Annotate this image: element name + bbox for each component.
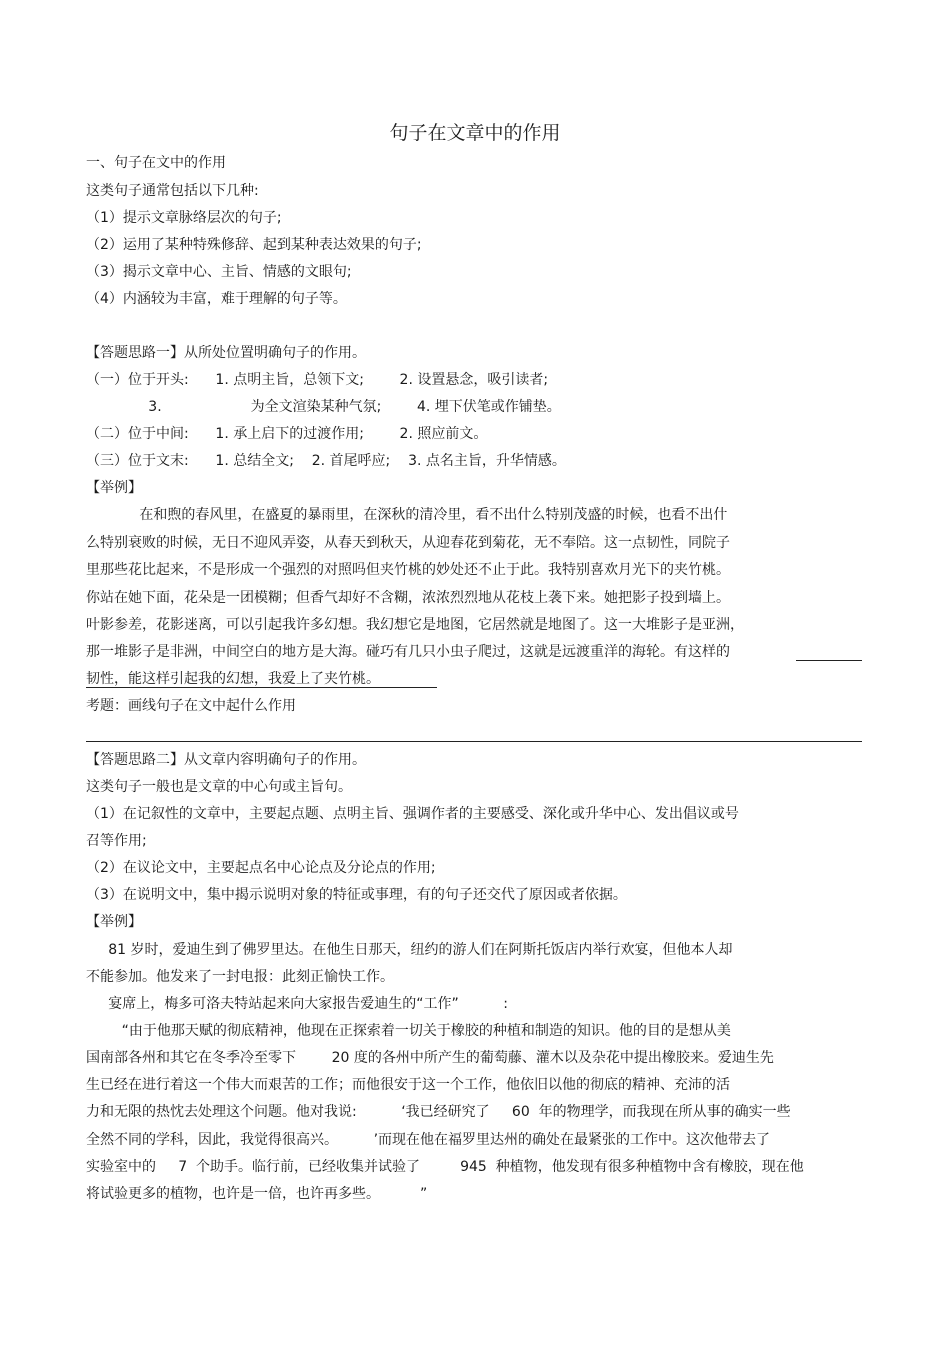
- example-line: 宴席上，梅多可洛夫特站起来向大家报告爱迪生的“工作” :: [86, 996, 508, 1012]
- example-line: 81 岁时，爱迪生到了佛罗里达。在他生日那天，纽约的游人们在阿斯托饭店内举行欢宴，但他本人却: [86, 942, 733, 958]
- method-row: （二）位于中间: 1. 承上启下的过渡作用; 2. 照应前文。: [86, 426, 488, 442]
- example-line: 那一堆影子是非洲，中间空白的地方是大海。碰巧有几只小虫子爬过，这就是远渡重洋的海轮。有这样的: [86, 644, 730, 660]
- example-line: 韧性，能这样引起我的幻想，我爱上了夹竹桃。: [86, 671, 380, 687]
- section-intro: 这类句子通常包括以下几种:: [86, 183, 259, 199]
- list-item: （1）提示文章脉络层次的句子;: [86, 210, 282, 226]
- list-item: 召等作用;: [86, 833, 147, 849]
- method-intro: 这类句子一般也是文章的中心句或主旨句。: [86, 779, 352, 795]
- example-line: 力和无限的热忱去处理这个问题。他对我说: ‘我已经研究了 60 年的物理学，而我现在所从事的确实一些: [86, 1104, 791, 1120]
- method-row: （一）位于开头: 1. 点明主旨，总领下文; 2. 设置悬念，吸引读者;: [86, 372, 549, 388]
- list-item: （2）在议论文中，主要起点名中心论点及分论点的作用;: [86, 860, 436, 876]
- page-title: 句子在文章中的作用: [389, 122, 561, 144]
- list-item: （2）运用了某种特殊修辞、起到某种表达效果的句子;: [86, 237, 422, 253]
- underline-rule: [86, 687, 437, 688]
- example-label: 【举例】: [86, 480, 142, 496]
- method-row: 3. 为全文渲染某种气氛; 4. 埋下伏笔或作铺垫。: [86, 399, 561, 415]
- example-line: 里那些花比起来，不是形成一个强烈的对照吗但夹竹桃的妙处还不止于此。我特别喜欢月光下的夹竹桃。: [86, 562, 730, 578]
- list-item: （4）内涵较为丰富，难于理解的句子等。: [86, 291, 347, 307]
- underline-rule: [796, 660, 862, 661]
- example-line: 国南部各州和其它在冬季冷至零下 20 度的各州中所产生的葡萄藤、灌木以及杂花中提出橡胶来。爱迪生先: [86, 1050, 774, 1066]
- example-line: 在和煦的春风里，在盛夏的暴雨里，在深秋的清冷里，看不出什么特别茂盛的时候，也看不出什: [86, 507, 728, 523]
- example-line: 不能参加。他发来了一封电报：此刻正愉快工作。: [86, 969, 394, 985]
- example-line: 生已经在进行着这一个伟大而艰苦的工作；而他很安于这一个工作，他依旧以他的彻底的精神、充沛的活: [86, 1077, 730, 1093]
- question-text: 考题：画线句子在文中起什么作用: [86, 698, 296, 714]
- example-line: 叶影参差，花影迷离，可以引起我许多幻想。我幻想它是地图，它居然就是地图了。这一大堆影子是亚洲，: [86, 617, 744, 633]
- method-heading: 【答题思路一】从所处位置明确句子的作用。: [86, 345, 366, 361]
- example-line: 全然不同的学科，因此，我觉得很高兴。 ’而现在他在福罗里达州的确处在最紧张的工作中。这次他带去了: [86, 1132, 771, 1148]
- example-line: 实验室中的 7 个助手。临行前，已经收集并试验了 945 种植物，他发现有很多种植物中含有橡胶，现在他: [86, 1159, 804, 1175]
- example-line: 你站在她下面，花朵是一团模糊；但香气却好不含糊，浓浓烈烈地从花枝上袭下来。她把影子投到墙上。: [86, 590, 730, 606]
- example-line: 将试验更多的植物，也许是一倍，也许再多些。 ”: [86, 1186, 428, 1202]
- example-label: 【举例】: [86, 914, 142, 930]
- method-heading: 【答题思路二】从文章内容明确句子的作用。: [86, 752, 366, 768]
- section-heading: 一、句子在文中的作用: [86, 155, 226, 171]
- example-line: “由于他那天赋的彻底精神，他现在正探索着一切关于橡胶的种植和制造的知识。他的目的是想从美: [86, 1023, 731, 1039]
- example-line: 么特别衰败的时候，无日不迎风弄姿，从春天到秋天，从迎春花到菊花，无不奉陪。这一点韧性，同院子: [86, 535, 730, 551]
- method-row: （三）位于文末: 1. 总结全文; 2. 首尾呼应; 3. 点名主旨，升华情感。: [86, 453, 566, 469]
- list-item: （1）在记叙性的文章中，主要起点题、点明主旨、强调作者的主要感受、深化或升华中心、发出倡议或号: [86, 806, 739, 822]
- list-item: （3）揭示文章中心、主旨、情感的文眼句;: [86, 264, 352, 280]
- list-item: （3）在说明文中，集中揭示说明对象的特征或事理，有的句子还交代了原因或者依据。: [86, 887, 627, 903]
- answer-line: [86, 741, 862, 742]
